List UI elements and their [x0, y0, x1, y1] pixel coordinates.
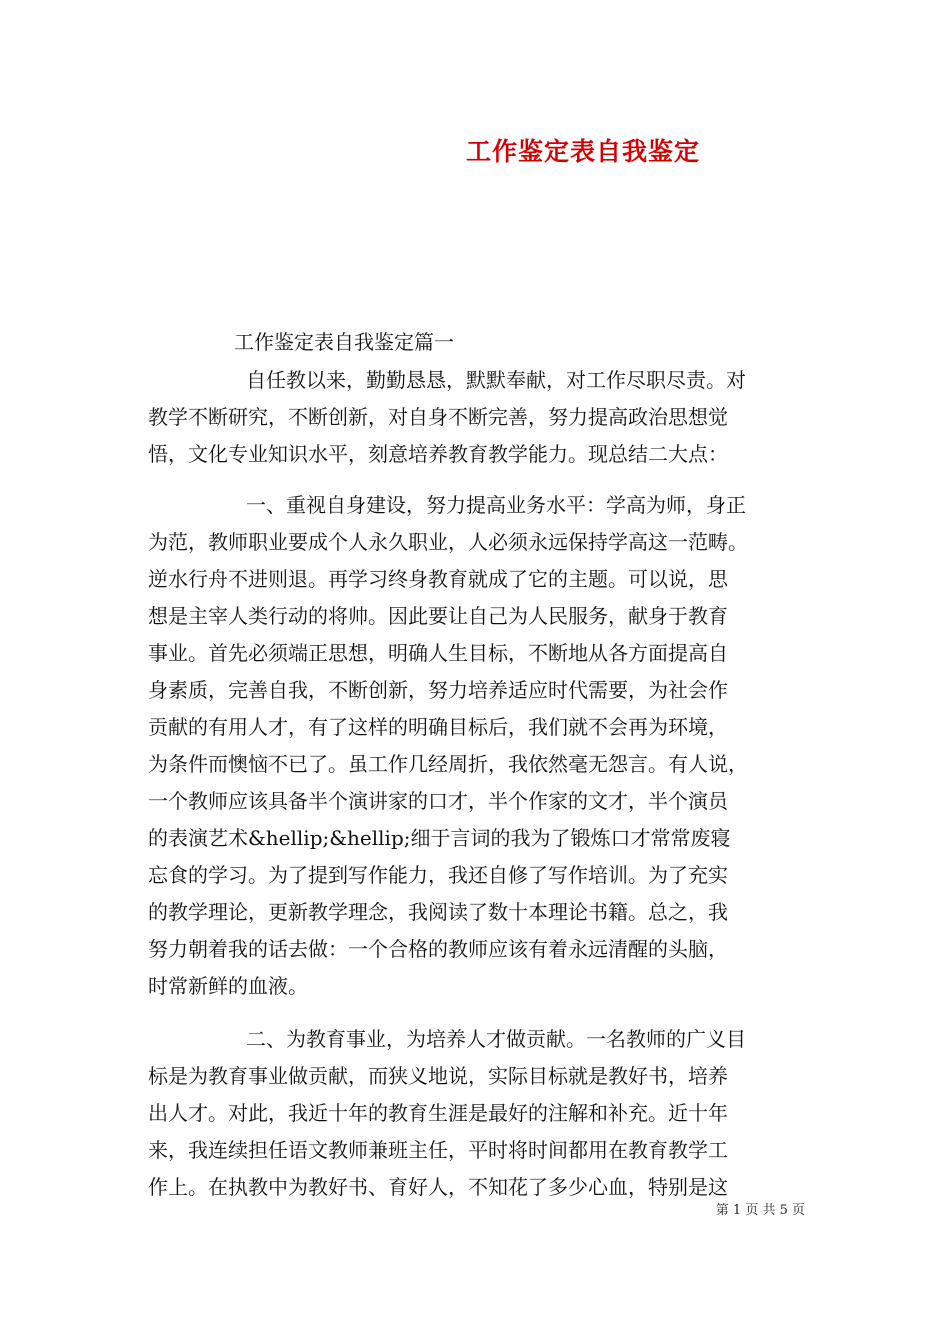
paragraph-1-line-1: 自任教以来，勤勤恳恳，默默奉献，对工作尽职尽责。对	[246, 368, 746, 392]
paragraph-2-line-8: 为条件而懊恼不已了。虽工作几经周折，我依然毫无怨言。有人说，	[148, 752, 748, 776]
paragraph-2-line-4: 想是主宰人类行动的将帅。因此要让自己为人民服务，献身于教育	[148, 604, 728, 628]
paragraph-2-line-11: 忘食的学习。为了提到写作能力，我还自修了写作培训。为了充实	[148, 863, 728, 887]
paragraph-2-line-1: 一、重视自身建设，努力提高业务水平：学高为师，身正	[246, 493, 746, 517]
section-heading: 工作鉴定表自我鉴定篇一	[234, 330, 454, 354]
paragraph-1-line-3: 悟，文化专业知识水平，刻意培养教育教学能力。现总结二大点：	[148, 442, 728, 466]
paragraph-3-line-3: 出人才。对此，我近十年的教育生涯是最好的注解和补充。近十年	[148, 1101, 728, 1125]
paragraph-3-line-2: 标是为教育事业做贡献，而狭义地说，实际目标就是教好书，培养	[148, 1064, 728, 1088]
paragraph-2-line-10: 的表演艺术&hellip;&hellip;细于言词的我为了锻炼口才常常废寝	[148, 826, 731, 850]
document-body	[148, 362, 810, 1206]
paragraph-3-line-1: 二、为教育事业，为培养人才做贡献。一名教师的广义目	[246, 1027, 746, 1051]
paragraph-1-line-2: 教学不断研究，不断创新，对自身不断完善，努力提高政治思想觉	[148, 405, 728, 429]
document-title: 工作鉴定表自我鉴定	[465, 137, 700, 166]
paragraph-2-line-5: 事业。首先必须端正思想，明确人生目标，不断地从各方面提高自	[148, 641, 728, 665]
paragraph-2-line-14: 时常新鲜的血液。	[148, 974, 308, 998]
paragraph-3-line-4: 来，我连续担任语文教师兼班主任，平时将时间都用在教育教学工	[148, 1138, 728, 1162]
paragraph-2-line-9: 一个教师应该具备半个演讲家的口才，半个作家的文才，半个演员	[148, 789, 728, 813]
paragraph-2-line-7: 贡献的有用人才，有了这样的明确目标后，我们就不会再为环境，	[148, 715, 728, 739]
paragraph-3-line-5: 作上。在执教中为教好书、育好人，不知花了多少心血，特别是这	[148, 1175, 728, 1199]
paragraph-2-line-2: 为范，教师职业要成个人永久职业，人必须永远保持学高这一范畴。	[148, 530, 748, 554]
page-number-footer: 第 1 页 共 5 页	[715, 1203, 805, 1218]
paragraph-2-line-3: 逆水行舟不进则退。再学习终身教育就成了它的主题。可以说，思	[148, 567, 728, 591]
paragraph-2-line-13: 努力朝着我的话去做：一个合格的教师应该有着永远清醒的头脑，	[148, 937, 728, 961]
paragraph-2-line-12: 的教学理论，更新教学理念，我阅读了数十本理论书籍。总之，我	[148, 900, 728, 924]
paragraph-2-line-6: 身素质，完善自我，不断创新，努力培养适应时代需要，为社会作	[148, 678, 728, 702]
